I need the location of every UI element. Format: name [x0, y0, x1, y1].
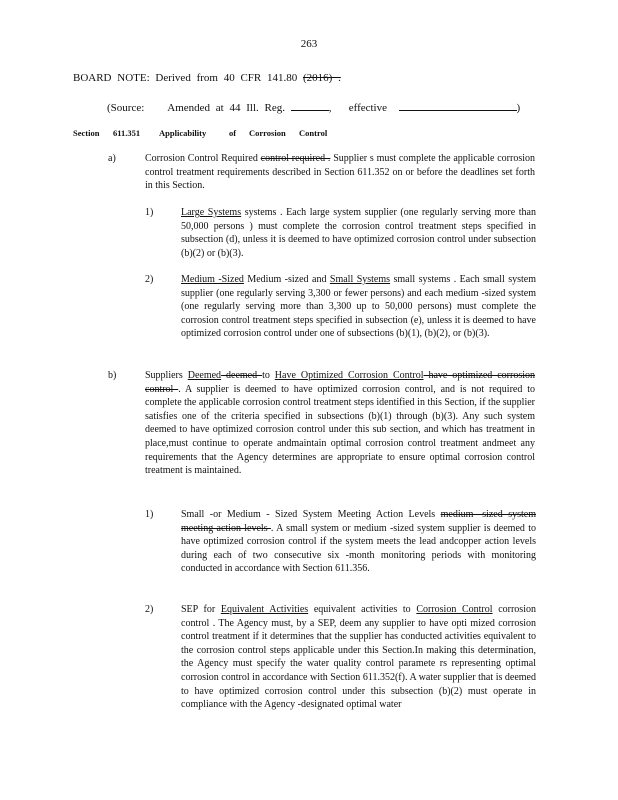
text-run: Suppliers — [145, 370, 188, 381]
subsection-b2-text — [181, 603, 536, 712]
subsection-a2-label: 2) — [145, 274, 154, 285]
section-title-word-4: Control — [299, 128, 328, 138]
section-number: 611.351 — [113, 128, 141, 138]
section-title-word-1: Applicability — [159, 128, 207, 138]
source-effective: effective — [348, 102, 387, 114]
struck-text: medium -sized system meeting action levels — [181, 509, 536, 534]
text-run: equivalent activities to — [308, 604, 417, 615]
text-run: corrosion control . The Agency must, by a SEP, deem any supplier to have opti mized corrosion control treatment if it determines that the supplier has conducted activities equivalent to the corrosion control steps applicable under this Section.In making this determination, the Agency must specify the water quality control paramete rs representing optimal corrosion control in accordance with Section 611.352(f). A water supplier that is deemed to have optimized corrosion control under this subsection (b)(2) must operate in compliance with the Agency -designated optimal water — [181, 604, 536, 711]
source-open: (Source: — [107, 102, 145, 114]
subsection-a1-text — [181, 206, 536, 260]
source-amended: Amended at 44 Ill. Reg. — [167, 102, 285, 114]
subsection-b-label: b) — [108, 370, 117, 381]
subsection-a1-label: 1) — [145, 207, 154, 218]
section-title-word-2: of — [229, 128, 237, 138]
text-run: SEP for — [181, 604, 221, 615]
text-run: to — [262, 370, 275, 381]
underlined-text: Equivalent Activities — [220, 604, 309, 615]
struck-text: have optimized corrosion control — [145, 370, 536, 395]
underlined-text: Large Systems — [181, 207, 242, 218]
text-run: Supplier s must complete the applicable corrosion control treatment requirements described in Section 611.352 on or before the deadlines set forth in this Section. — [145, 153, 536, 192]
subsection-b2-label: 2) — [145, 604, 154, 615]
board-note-text: BOARD NOTE: Derived from 40 CFR 141.80 — [73, 72, 298, 84]
board-note — [73, 72, 341, 86]
underlined-text: Have Optimized Corrosion Control — [274, 370, 424, 381]
register-blank — [291, 99, 329, 111]
section-word: Section — [73, 128, 100, 138]
text-run: systems . Each large system supplier (one regularly serving more than 50,000 persons ) must complete the corrosion control treatment steps specified in subsection (d), unless it is deemed to have optimized corrosion control under subsection (b)(2) or (b)(3). — [181, 207, 536, 259]
section-title-word-3: Corrosion — [249, 128, 286, 138]
subsection-a-text — [145, 152, 535, 193]
effective-date-blank — [399, 99, 517, 111]
source-close: ) — [516, 102, 521, 114]
text-run: . A supplier is deemed to have optimized corrosion control, and is not required to complete the applicable corrosion control treatment steps identified in this Section, if the supplier satisfies one of the criteria specified in subsections (b)(1) through (b)(3). Any such system deemed to have optimized corrosion control under this sub section, and which has treatment in place,must continue to operate andmaintain optimal corrosion control treatment andmeet any requirements that the Agency determines are appropriate to ensure optimal corrosion control treatment is maintained. — [145, 383, 535, 477]
underlined-text: Small Systems — [329, 274, 391, 285]
struck-text: deemed — [221, 370, 263, 381]
struck-text: control required . — [260, 153, 331, 164]
text-run: . A small system or medium -sized system supplier is deemed to have optimized corrosion control if the system meets the lead andcopper action levels during each of two consecutive six -month monitoring periods with monitoring conducted in accordance with Section 611.356. — [181, 522, 536, 575]
subsection-a2-text — [181, 273, 536, 341]
underlined-text: Corrosion Control — [416, 604, 493, 615]
board-note-struck: (2016) . — [303, 72, 341, 84]
subsection-b1-text — [181, 508, 536, 576]
subsection-a-label: a) — [108, 153, 116, 164]
source-note: (Source: Amended at 44 Ill. Reg. , effective ) — [107, 99, 520, 116]
subsection-b-text — [145, 369, 535, 478]
subsection-b1-label: 1) — [145, 509, 154, 520]
underlined-text: Deemed — [187, 370, 222, 381]
underlined-text: Medium -Sized — [181, 274, 244, 285]
text-run: Medium -sized and — [243, 274, 330, 285]
text-run: small systems . Each small system supplier (one regularly serving 3,300 or fewer persons) and each medium -sized system (one regularly serving more than 3,300 up to 50,000 persons) must complete the corrosion control treatment steps specified in subsection (e), unless it is deemed to have optimized corrosion control under one of subsections (b)(1), (b)(2), or (b)(3). — [181, 274, 537, 340]
page-number: 263 — [300, 38, 318, 50]
text-run: Corrosion Control Required — [145, 153, 261, 164]
text-run: Small -or Medium - Sized System Meeting Action Levels — [181, 509, 441, 520]
